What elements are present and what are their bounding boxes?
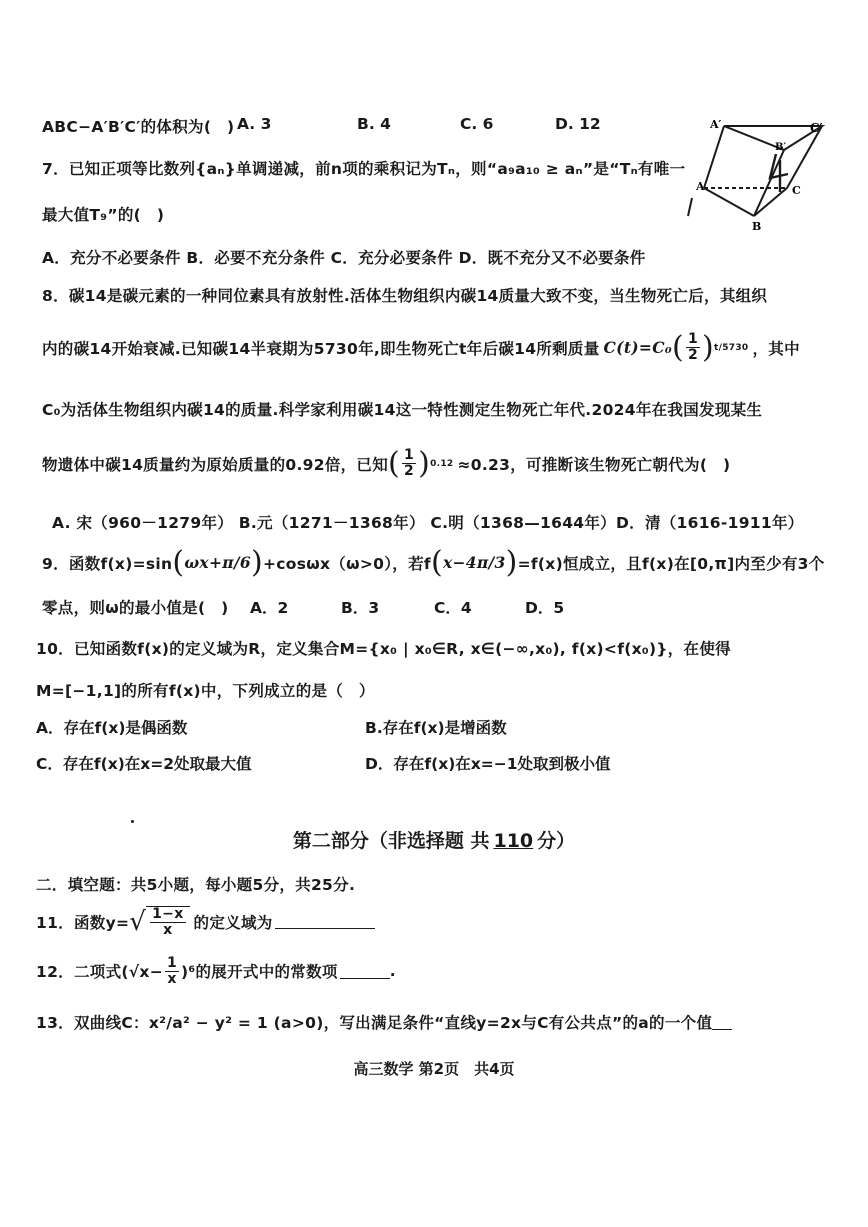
q11-answer-blank[interactable]: [275, 914, 375, 929]
q6-option-d: D. 12: [555, 115, 601, 133]
fill-heading: 二．填空题：共5小题，每小题5分，共25分.: [36, 876, 356, 894]
q8-formula-lhs: C(t)=C₀: [603, 338, 672, 357]
q8-half-exponent: 0.12: [430, 458, 454, 469]
q9-paren-close-2: ): [505, 545, 518, 580]
q6-option-c: C. 6: [460, 115, 494, 133]
q8-formula-paren-open: (: [671, 330, 684, 365]
q8-line-2-tail: ，其中: [752, 339, 800, 358]
q7-line-2: 最大值T₉”的( ): [42, 206, 165, 224]
q6-option-a: A. 3: [237, 115, 272, 133]
figure-label-b: B: [752, 220, 762, 233]
q9-arg-1: ωx+π/6: [184, 553, 251, 572]
q10-line-2: M=[−1,1]的所有f(x)中，下列成立的是（ ）: [36, 682, 375, 700]
part-two-title: [0, 826, 868, 853]
q9-paren-open-2: (: [430, 545, 443, 580]
q8-formula-fraction: $\frac{1}{2}$: [687, 331, 698, 363]
q11-text-b: 的定义域为: [193, 913, 273, 932]
q8-line-4-text: 物遗体中碳14质量约为原始质量的0.92倍，已知: [42, 455, 389, 474]
q9-option-c: C．4: [434, 599, 472, 617]
q9-option-b: B．3: [341, 599, 380, 617]
figure-label-c: C: [792, 184, 801, 197]
q8-line-4: [42, 446, 730, 481]
figure-label-c-prime: C′: [810, 121, 823, 135]
part-two-title-a: 第二部分（非选择题 共: [292, 830, 490, 852]
q9-arg-2: x−4π/3: [442, 553, 506, 572]
q8-formula-exponent: t/5730: [714, 342, 749, 353]
q8-options: A. 宋（960－1279年） B.元（1271－1368年） C.明（1368—1644年）D．清（1616-1911年）: [52, 514, 804, 532]
q8-line-2: [42, 330, 800, 365]
q11-sqrt: √ $\frac{1-x}{x}$: [129, 906, 189, 937]
q7-line-1: 7．已知正项等比数列{aₙ}单调递减，前n项的乘积记为Tₙ，则“a₉a₁₀ ≥ aₙ”是“Tₙ有唯一: [42, 160, 686, 178]
q13-answer-blank[interactable]: [712, 1015, 732, 1030]
figure-label-a-prime: A′: [710, 118, 722, 131]
q6-option-b: B. 4: [357, 115, 391, 133]
q10-option-b: B.存在f(x)是增函数: [365, 719, 507, 737]
q8-half-paren-close: ): [418, 446, 431, 481]
q9-line-1-a: 9．函数f(x)=sin: [42, 554, 173, 573]
q9-line-1-c: =f(x)恒成立，且f(x)在[0,π]内至少有3个: [517, 554, 825, 573]
part-two-score: 110: [493, 830, 534, 852]
page-footer: 高三数学 第2页 共4页: [353, 1060, 515, 1078]
q8-half-paren-open: (: [388, 446, 401, 481]
q10-option-a: A．存在f(x)是偶函数: [36, 719, 188, 737]
q12-line: [36, 956, 396, 986]
q9-line-1: [42, 545, 825, 580]
figure-label-b-prime: B′: [775, 142, 787, 153]
q12-text-c: .: [389, 962, 396, 981]
q13-line: [36, 1011, 732, 1033]
stray-mark: [131, 820, 134, 823]
q9-line-1-b: +cosωx（ω>0），若f: [262, 554, 431, 573]
q8-line-2-text: 内的碳14开始衰减.已知碳14半衰期为5730年,即生物死亡t年后碳14所剩质量: [42, 339, 600, 358]
q8-line-1: 8．碳14是碳元素的一种同位素具有放射性.活体生物组织内碳14质量大致不变，当生物死亡后，其组织: [42, 287, 768, 305]
q12-fraction: $\frac{1}{x}$: [166, 955, 178, 987]
q8-line-3: C₀为活体生物组织内碳14的质量.科学家利用碳14这一特性测定生物死亡年代.2024年在我国发现某生: [42, 401, 763, 419]
q11-line: [36, 906, 375, 937]
q11-fraction: $\frac{1-x}{x}$: [152, 906, 184, 938]
figure-label-a: A: [696, 180, 705, 193]
q11-text-a: 11．函数y=: [36, 913, 130, 932]
prism-figure: [680, 112, 830, 242]
q8-half-fraction: $\frac{1}{2}$: [404, 447, 415, 479]
q6-stem-tail: ABC−A′B′C′的体积为( ): [42, 118, 235, 136]
q9-option-d: D．5: [525, 599, 565, 617]
q7-options: A．充分不必要条件 B．必要不充分条件 C．充分必要条件 D．既不充分又不必要条件: [42, 249, 646, 267]
q9-line-2: 零点，则ω的最小值是( ): [42, 599, 229, 617]
q10-option-d: D．存在f(x)在x=−1处取到极小值: [365, 755, 611, 773]
part-two-title-b: 分）: [537, 830, 576, 852]
q12-text-b: )⁶的展开式中的常数项: [181, 963, 338, 982]
q10-line-1: 10．已知函数f(x)的定义域为R，定义集合M={x₀ | x₀∈R, x∈(−∞,x₀), f(x)<f(x₀)}，在使得: [36, 640, 731, 658]
q8-line-4-tail: ≈0.23，可推断该生物死亡朝代为( ): [457, 455, 731, 474]
q9-paren-close: ): [250, 545, 263, 580]
q8-formula-paren-close: ): [702, 330, 715, 365]
q10-option-c: C．存在f(x)在x=2处取最大值: [36, 755, 252, 773]
q12-answer-blank[interactable]: [340, 964, 390, 979]
q9-option-a: A．2: [250, 599, 289, 617]
q12-text-a: 12．二项式(√x−: [36, 963, 163, 982]
q13-text: 13．双曲线C：x²/a² − y² = 1 (a>0)，写出满足条件“直线y=2x与C有公共点”的a的一个值: [36, 1014, 713, 1032]
q9-paren-open: (: [172, 545, 185, 580]
